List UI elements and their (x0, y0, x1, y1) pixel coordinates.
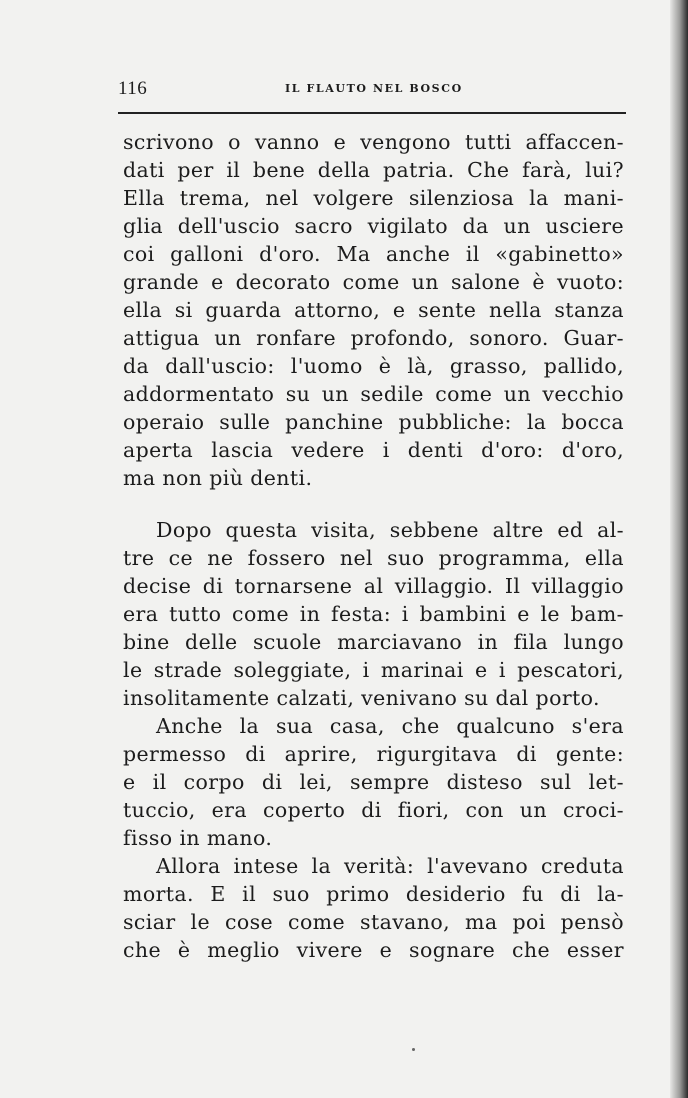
text-line: attigua un ronfare profondo, sonoro. Guar- (123, 326, 624, 350)
header-rule (118, 112, 626, 114)
text-line: fisso in mano. (123, 826, 273, 850)
paragraph-2 (123, 516, 624, 712)
text-line: dati per il bene della patria. Che farà, lui? (123, 158, 624, 182)
text-line: grande e decorato come un salone è vuoto: (123, 270, 624, 294)
text-line: addormentato su un sedile come un vecchio (123, 382, 624, 406)
text-line: bine delle scuole marciavano in fila lungo (123, 630, 624, 654)
text-line: sciar le cose come stavano, ma poi pensò (123, 910, 624, 934)
text-line: tre ce ne fossero nel suo programma, ella (123, 546, 624, 570)
text-line: glia dell'uscio sacro vigilato da un usciere (123, 214, 624, 238)
text-line: operaio sulle panchine pubbliche: la bocca (123, 410, 624, 434)
text-line: permesso di aprire, rigurgitava di gente: (123, 742, 624, 766)
paragraph-3 (123, 712, 624, 852)
text-line: coi galloni d'oro. Ma anche il «gabinetto» (123, 242, 624, 266)
printing-speck (412, 1048, 415, 1051)
text-line: tuccio, era coperto di fiori, con un croci- (123, 798, 624, 822)
text-line: Allora intese la verità: l'avevano creduta (156, 854, 624, 878)
text-line: era tutto come in festa: i bambini e le bam- (123, 602, 624, 626)
text-line: aperta lascia vedere i denti d'oro: d'oro, (123, 438, 624, 462)
text-line: Anche la sua casa, che qualcuno s'era (156, 714, 624, 738)
text-line: ma non più denti. (123, 466, 313, 490)
text-line: scrivono o vanno e vengono tutti affaccen- (123, 130, 624, 154)
text-line: le strade soleggiate, i marinai e i pescatori, (123, 658, 624, 682)
text-line: Dopo questa visita, sebbene altre ed al- (156, 518, 624, 542)
running-title: IL FLAUTO NEL BOSCO (285, 82, 463, 95)
page-edge-shadow (670, 0, 688, 1098)
running-header (118, 78, 626, 102)
text-line: insolitamente calzati, venivano su dal porto. (123, 686, 600, 710)
paragraph-1 (123, 128, 624, 492)
text-line: e il corpo di lei, sempre disteso sul let- (123, 770, 624, 794)
paragraph-4 (123, 852, 624, 964)
text-line: Ella trema, nel volgere silenziosa la mani- (123, 186, 624, 210)
text-line: da dall'uscio: l'uomo è là, grasso, pallido, (123, 354, 624, 378)
text-line: ella si guarda attorno, e sente nella stanza (123, 298, 624, 322)
text-line: morta. E il suo primo desiderio fu di la- (123, 882, 624, 906)
text-line: che è meglio vivere e sognare che esser (123, 938, 624, 962)
page-number: 116 (118, 78, 148, 99)
text-line: decise di tornarsene al villaggio. Il villaggio (123, 574, 624, 598)
